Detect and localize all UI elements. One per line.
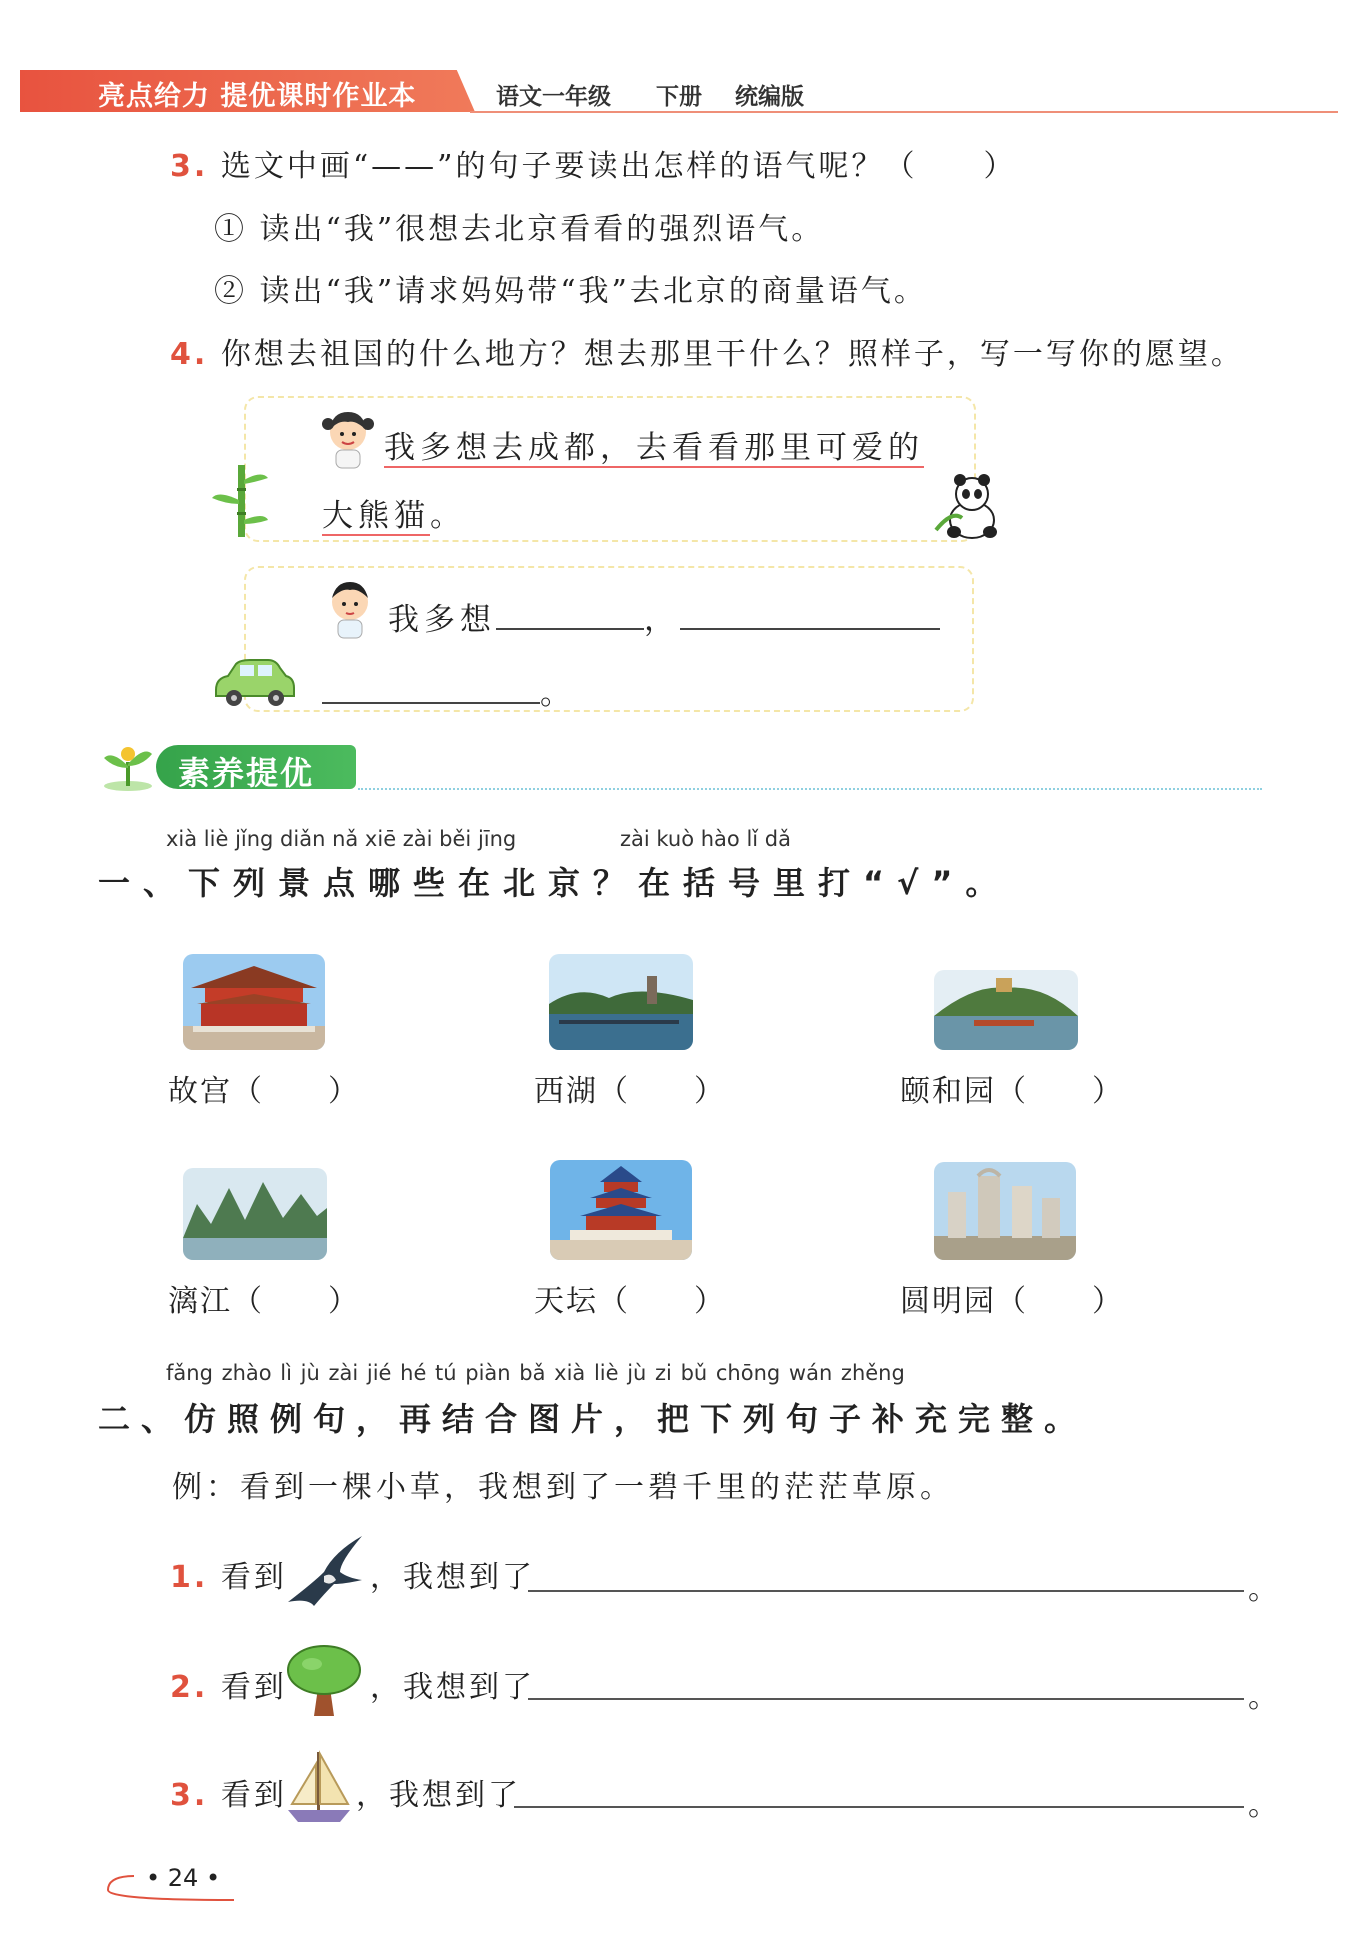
girl-icon <box>320 406 376 470</box>
bamboo-icon <box>210 460 270 540</box>
panda-icon <box>932 470 1004 542</box>
boy-icon <box>322 576 378 642</box>
place-gugong[interactable]: 故宫（ ） <box>168 1074 360 1109</box>
subject-label: 语文一年级 <box>496 84 611 110</box>
sprout-icon <box>100 740 156 792</box>
summer-palace-image <box>934 970 1078 1050</box>
place-lijiang[interactable]: 漓江（ ） <box>168 1284 360 1319</box>
place-tiantan[interactable]: 天坛（ ） <box>534 1284 726 1319</box>
volume-label: 下册 <box>656 84 702 110</box>
forbidden-city-image <box>183 954 325 1050</box>
wish-blank-3[interactable] <box>322 702 540 704</box>
page-number: • 24 • <box>146 1864 221 1892</box>
part2-item-3-rest: ，我想到了 <box>356 1778 521 1813</box>
book-title: 亮点给力 提优课时作业本 <box>98 81 417 112</box>
sailboat-icon <box>284 1746 354 1830</box>
wish-blank-1[interactable] <box>496 628 644 630</box>
question-3-option-2: ② 读出“我”请求妈妈带“我”去北京的商量语气。 <box>214 274 927 309</box>
section-title: 素养提优 <box>178 754 315 792</box>
li-river-image <box>183 1168 327 1260</box>
answer-line-1[interactable] <box>528 1590 1244 1592</box>
wish-line-1: 我多想 ， <box>388 594 940 639</box>
car-icon <box>210 656 296 708</box>
question-4 <box>170 329 1244 373</box>
part2-item-1-rest: ，我想到了 <box>370 1560 535 1595</box>
question-3 <box>170 141 1017 185</box>
part1-title: 一、下列景点哪些在北京？在括号里打“√”。 <box>98 864 1011 902</box>
swallow-icon <box>284 1532 366 1610</box>
part2-item-3: 3. 看到 <box>170 1778 287 1813</box>
part2-example: 例：看到一棵小草，我想到了一碧千里的茫茫草原。 <box>172 1470 954 1505</box>
example-underline-2: 去看看那里可爱的 <box>636 430 924 466</box>
part2-pinyin: fǎng zhào lì jù zài jié hé tú piàn bǎ xià liè jù zi bǔ chōng wán zhěng <box>166 1361 905 1385</box>
part1-pinyin-2: zài kuò hào lǐ dǎ <box>620 827 791 851</box>
edition-label: 统编版 <box>735 84 804 110</box>
question-3-text: 选文中画“——”的句子要读出怎样的语气呢？（ ） <box>220 149 1017 184</box>
wish-start: 我多想 <box>388 602 496 638</box>
part2-title: 二、仿照例句，再结合图片，把下列句子补充完整。 <box>98 1400 1088 1438</box>
header-rule <box>470 111 1338 113</box>
section-rule <box>358 788 1262 790</box>
example-underline-1: 我多想去成都， <box>384 430 636 466</box>
part2-item-1: 1. 看到 <box>170 1560 287 1595</box>
tree-icon <box>284 1640 364 1720</box>
wish-line-2: 。 <box>322 668 574 713</box>
example-underline-3: 大熊猫 <box>322 498 430 534</box>
place-yiheyuan[interactable]: 颐和园（ ） <box>900 1074 1124 1109</box>
part2-item-2: 2. 看到 <box>170 1670 287 1705</box>
west-lake-image <box>549 954 693 1050</box>
place-yuanmingyuan[interactable]: 圆明园（ ） <box>900 1284 1124 1319</box>
example-line-2: 大熊猫。 <box>322 498 466 534</box>
question-3-option-1: ① 读出“我”很想去北京看看的强烈语气。 <box>214 212 825 247</box>
question-4-text: 你想去祖国的什么地方？想去那里干什么？照样子，写一写你的愿望。 <box>220 337 1244 372</box>
part1-pinyin-1: xià liè jǐng diǎn nǎ xiē zài běi jīng <box>166 827 517 851</box>
place-xihu[interactable]: 西湖（ ） <box>534 1074 726 1109</box>
example-line-1 <box>384 422 924 467</box>
part2-item-2-rest: ，我想到了 <box>370 1670 535 1705</box>
answer-line-3[interactable] <box>514 1806 1244 1808</box>
wish-blank-2[interactable] <box>680 628 940 630</box>
yuanmingyuan-image <box>934 1162 1076 1260</box>
temple-of-heaven-image <box>550 1160 692 1260</box>
question-4-number: 4. <box>170 337 209 372</box>
answer-line-2[interactable] <box>528 1698 1244 1700</box>
question-3-number: 3. <box>170 149 209 184</box>
